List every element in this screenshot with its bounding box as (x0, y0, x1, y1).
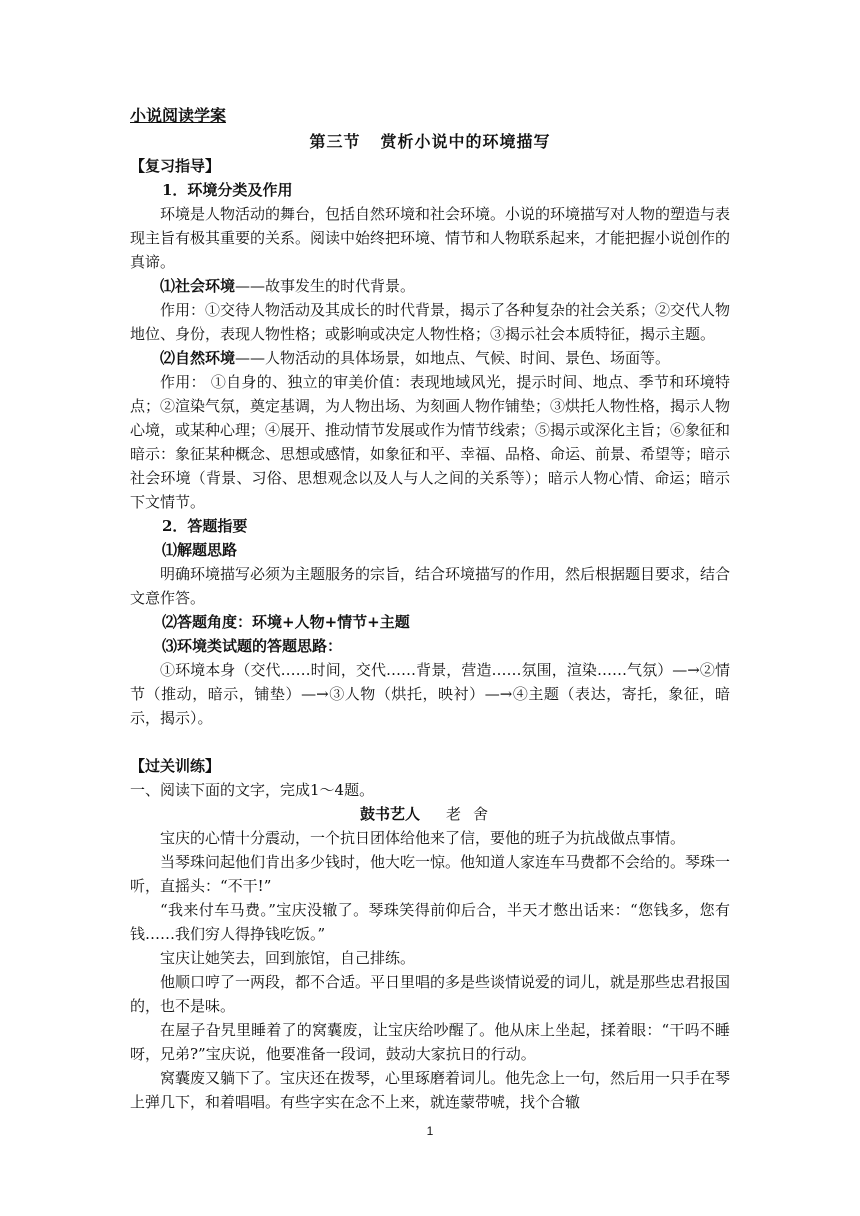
intro-paragraph: 环境是人物活动的舞台，包括自然环境和社会环境。小说的环境描写对人物的塑造与表现主旨有极其重要的关系。阅读中始终把环境、情节和人物联系起来，才能把握小说创作的真谛。 (130, 205, 731, 271)
social-env-desc: ——故事发生的时代背景。 (235, 277, 416, 295)
answer-path-label: ⑶环境类试题的答题思路： (162, 637, 343, 655)
natural-env-desc: ——人物活动的具体场景，如地点、气候、时间、景色、场面等。 (235, 349, 671, 367)
section-title (130, 130, 730, 154)
thinking-text: 明确环境描写必须为主题服务的宗旨，结合环境描写的作用，然后根据题目要求，结合文意作答。 (130, 565, 731, 607)
natural-env-effect: 作用： ①自身的、独立的审美价值：表现地域风光，提示时间、地点、季节和环境特点；②渲染气氛，奠定基调，为人物出场、为刻画人物作铺垫；③烘托人物性格，揭示人物心境，或某种心理；④展开、推动情节发展或作为情节线索；⑤揭示或深化主旨；⑥象征和暗示：象征某种概念、思想或感情，如象征和平、幸福、品格、命运、前景、希望等；暗示社会环境（背景、习俗、思想观念以及人与人之间的关系等）；暗示人物心情、命运；暗示下文情节。 (130, 373, 731, 511)
practice-instruction: 一、阅读下面的文字，完成1～4题。 (130, 781, 375, 799)
heading-environment-types: 1．环境分类及作用 (162, 181, 293, 199)
natural-env-line (130, 346, 730, 370)
answer-path-text: ①环境本身（交代……时间，交代……背景，营造……氛围，渲染……气氛）—→②情节（推动，暗示，铺垫）—→③人物（烘托，映衬）—→④主题（表达，寄托，象征，暗示，揭示）。 (130, 661, 730, 727)
section-number: 第三节 (309, 132, 361, 151)
story-paragraph: 他顺口哼了一两段，都不合适。平日里唱的多是些谈情说爱的词儿，就是那些忠君报国的，也不是味。 (130, 973, 731, 1015)
story-paragraph: “我来付车马费。”宝庆没辙了。琴珠笑得前仰后合，半天才憋出话来：“您钱多，您有钱……我们穷人得挣钱吃饭。” (130, 901, 730, 943)
spacer (130, 730, 730, 754)
heading-answer-guide: 2．答题指要 (162, 517, 248, 535)
social-env-effect: 作用：①交待人物活动及其成长的时代背景，揭示了各种复杂的社会关系；②交代人物地位、身份，表现人物性格；或影响或决定人物性格；③揭示社会本质特征，揭示主题。 (130, 301, 731, 343)
natural-env-label: ⑵自然环境 (160, 349, 236, 367)
story-title-line (130, 802, 730, 826)
story-paragraph: 宝庆的心情十分震动，一个抗日团体给他来了信，要他的班子为抗战做点事情。 (160, 829, 686, 847)
story-paragraph: 在屋子旮旯里睡着了的窝囊废，让宝庆给吵醒了。他从床上坐起，揉着眼：“干吗不睡呀，兄弟?”宝庆说，他要准备一段词，鼓动大家抗日的行动。 (130, 1021, 730, 1063)
answer-angle: ⑵答题角度：环境+人物+情节+主题 (162, 613, 410, 631)
practice-header: 【过关训练】 (130, 757, 221, 775)
document-title: 小说阅读学案 (130, 106, 227, 125)
document-page (130, 104, 730, 1114)
social-env-label: ⑴社会环境 (160, 277, 236, 295)
story-paragraph: 窝囊废又躺下了。宝庆还在拨琴，心里琢磨着词儿。他先念上一句，然后用一只手在琴上弹几下，和着唱唱。有些字实在念不上来，就连蒙带唬，找个合辙 (130, 1069, 731, 1111)
section-heading: 赏析小说中的环境描写 (380, 132, 551, 151)
story-author: 老舍 (446, 805, 501, 823)
social-env-line (130, 274, 730, 298)
story-paragraph: 宝庆让她笑去，回到旅馆，自己排练。 (160, 949, 416, 967)
story-title: 鼓书艺人 (359, 805, 420, 823)
thinking-label: ⑴解题思路 (162, 541, 238, 559)
page-number: 1 (426, 1124, 434, 1138)
story-paragraph: 当琴珠问起他们肯出多少钱时，他大吃一惊。他知道人家连车马费都不会给的。琴珠一听，直摇头：“不干!” (130, 853, 731, 895)
review-header: 【复习指导】 (130, 157, 221, 175)
